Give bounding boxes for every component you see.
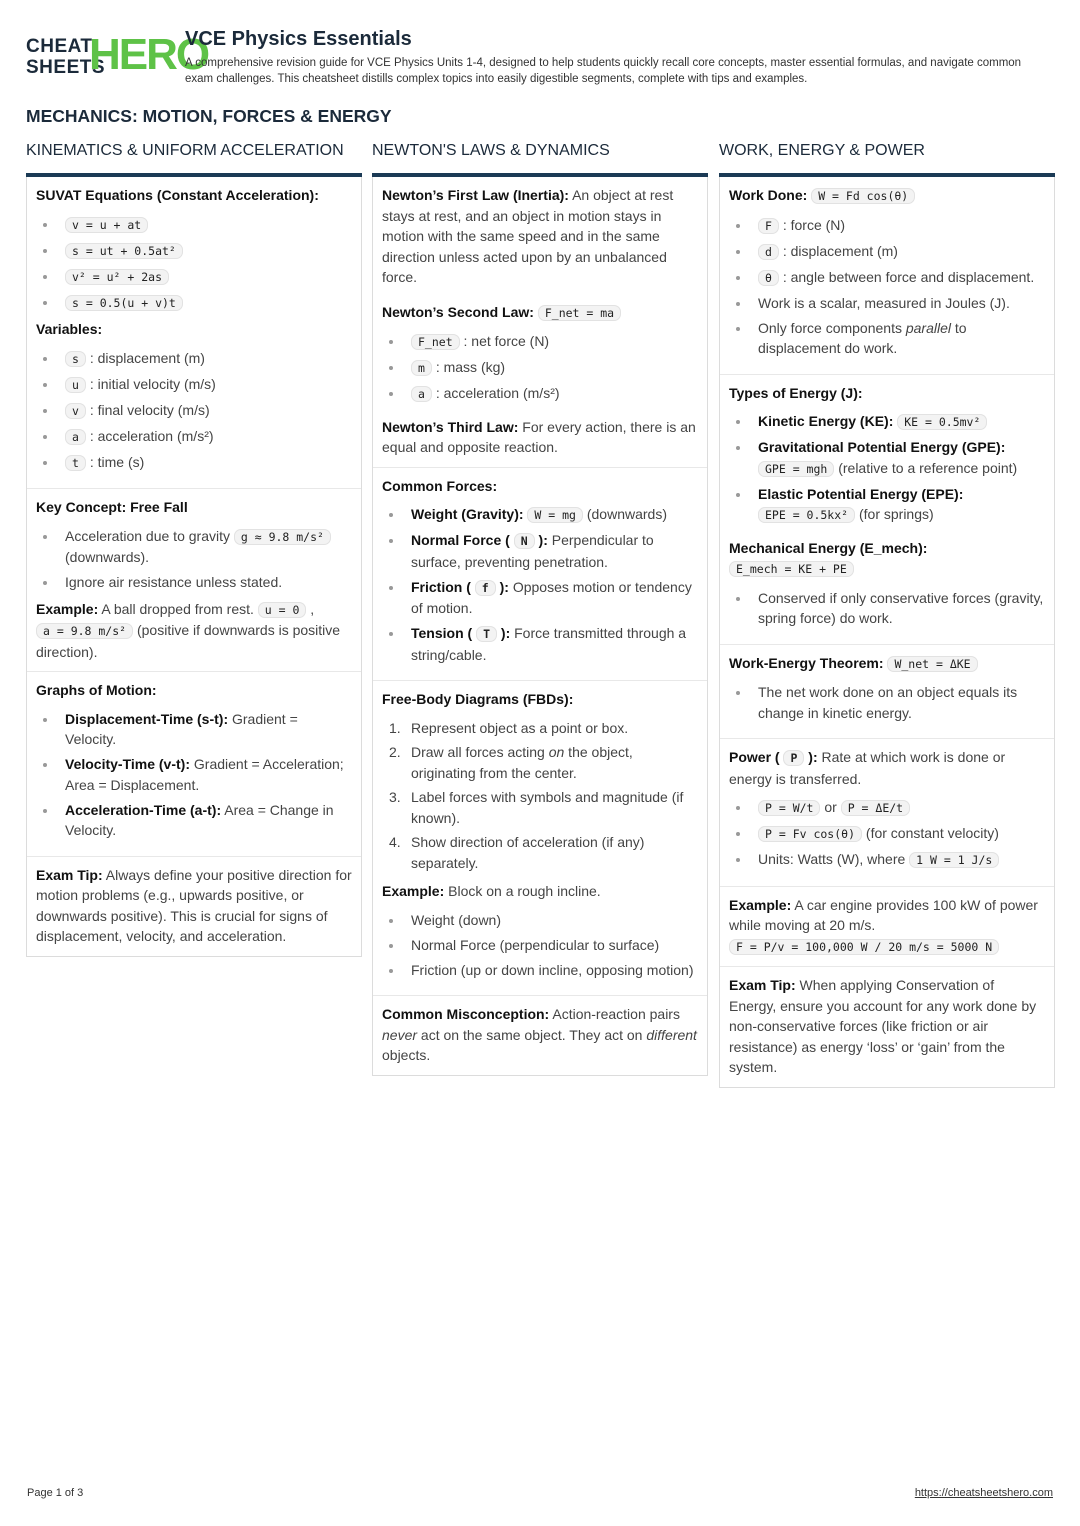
card-text: Work-Energy Theorem: W_net = ΔKE [729, 653, 1045, 675]
list-item: Normal Force ( N ): Perpendicular to surface, preventing penetration. [382, 530, 698, 572]
section-title: MECHANICS: MOTION, FORCES & ENERGY [26, 106, 392, 126]
list-item: Weight (Gravity): W = mg (downwards) [382, 504, 698, 526]
formula-code: F_net = ma [538, 305, 621, 321]
list-item: 1. Represent object as a point or box. [389, 719, 629, 736]
card-text: Example: A ball dropped from rest. u = 0 , a = 9.8 m/s² (positive if downwards is positive direction). [36, 600, 341, 660]
content-card [720, 374, 1054, 644]
list-item: Friction (up or down incline, opposing motion) [382, 960, 698, 981]
list-item: Units: Watts (W), where 1 W = 1 J/s [729, 849, 1045, 871]
card-text: Graphs of Motion: [36, 682, 157, 698]
formula-code: s = ut + 0.5at² [65, 243, 183, 259]
card-text: Example: Block on a rough incline. [382, 883, 601, 899]
content-card [720, 177, 1054, 374]
list-item: Kinetic Energy (KE): KE = 0.5mv² [729, 411, 1045, 433]
card-text: Key Concept: Free Fall [36, 499, 188, 515]
list-item: Normal Force (perpendicular to surface) [382, 935, 698, 956]
content-card [720, 966, 1054, 1087]
formula-code: a [411, 386, 432, 402]
formula-code: KE = 0.5mv² [897, 414, 987, 430]
content-card [27, 177, 361, 488]
formula-code: E_mech = KE + PE [729, 561, 854, 577]
card-text: SUVAT Equations (Constant Acceleration): [36, 187, 319, 203]
formula-code: W = mg [527, 507, 583, 523]
content-card [373, 177, 707, 467]
column-title: WORK, ENERGY & POWER [719, 142, 925, 159]
formula-code: N [514, 533, 535, 549]
list-item: 3. Label forces with symbols and magnitude (if known). [389, 789, 684, 826]
list-item: v : final velocity (m/s) [36, 400, 352, 422]
list-item: a : acceleration (m/s²) [382, 383, 698, 405]
formula-code: v² = u² + 2as [65, 269, 169, 285]
formula-code: θ [758, 270, 779, 286]
list-item: s : displacement (m) [36, 348, 352, 370]
list-item: Tension ( T ): Force transmitted through a string/cable. [382, 623, 698, 665]
formula-code: W = Fd cos(θ) [811, 188, 915, 204]
list-item: u : initial velocity (m/s) [36, 374, 352, 396]
list-item: 2. Draw all forces acting on the object, originating from the center. [389, 744, 633, 781]
formula-code: F [758, 218, 779, 234]
card-text: Exam Tip: Always define your positive direction for motion problems (e.g., upwards positive, or downwards positive). This is crucial for signs of displacement, velocity, and acceleration. [36, 866, 352, 944]
column-cards [719, 177, 1055, 1088]
page-subtitle: A comprehensive revision guide for VCE Physics Units 1-4, designed to help students quickly recall core concepts, master essential formulas, and navigate common exam challenges. This cheatsheet distills complex topics into easily digestible segments, complete with tips and examples. [185, 57, 1022, 85]
formula-code: f [475, 580, 496, 596]
formula-code: v [65, 403, 86, 419]
list-item: Acceleration-Time (a-t): Area = Change in Velocity. [36, 800, 352, 841]
formula-code: P [783, 750, 804, 766]
content-card [27, 488, 361, 671]
formula-code: d [758, 244, 779, 260]
formula-code: W_net = ΔKE [887, 656, 977, 672]
formula-code: v = u + at [65, 217, 148, 233]
content-card [720, 644, 1054, 739]
list-item: F_net : net force (N) [382, 331, 698, 353]
content-card [373, 680, 707, 995]
formula-code: a = 9.8 m/s² [36, 623, 133, 639]
list-item: Work is a scalar, measured in Joules (J). [729, 293, 1045, 314]
formula-code: m [411, 360, 432, 376]
formula-code: F_net [411, 334, 460, 350]
column-title: NEWTON'S LAWS & DYNAMICS [372, 142, 610, 159]
formula-code: s = 0.5(u + v)t [65, 295, 183, 311]
content-card [373, 467, 707, 681]
column-newtons-laws [372, 140, 708, 1076]
list-item: a : acceleration (m/s²) [36, 426, 352, 448]
card-text: Variables: [36, 321, 103, 337]
list-item: The net work done on an object equals its change in kinetic energy. [729, 682, 1045, 723]
formula-code: 1 W = 1 J/s [909, 852, 999, 868]
logo-text-hero: HERO [89, 30, 209, 79]
formula-code: t [65, 455, 86, 471]
list-item: Conserved if only conservative forces (gravity, spring force) do work. [729, 588, 1045, 629]
formula-code: T [476, 626, 497, 642]
formula-code: P = W/t [758, 800, 820, 816]
page-header [26, 28, 1056, 88]
list-item: Friction ( f ): Opposes motion or tendency of motion. [382, 577, 698, 619]
list-item: t : time (s) [36, 452, 352, 474]
list-item: m : mass (kg) [382, 357, 698, 379]
card-text: Common Misconception: Action-reaction pairs never act on the same object. They act on different objects. [382, 1006, 697, 1063]
formula-code: s [65, 351, 86, 367]
column-title: KINEMATICS & UNIFORM ACCELERATION [26, 142, 344, 159]
column-cards [372, 177, 708, 1076]
page-title: VCE Physics Essentials [185, 28, 412, 50]
formula-code: GPE = mgh [758, 461, 834, 477]
card-text: Work Done: W = Fd cos(θ) [729, 185, 1045, 207]
card-text: Example: A car engine provides 100 kW of power while moving at 20 m/s. F = P/v = 100,000 W / 20 m/s = 5000 N [729, 896, 1038, 954]
formula-code: P = ΔE/t [841, 800, 910, 816]
formula-code: EPE = 0.5kx² [758, 507, 855, 523]
list-item [36, 214, 352, 236]
content-card [27, 671, 361, 856]
formula-code: u = 0 [258, 602, 307, 618]
list-item [36, 266, 352, 288]
list-item: Weight (down) [382, 910, 698, 931]
column-work-energy [719, 140, 1055, 1088]
formula-code: F = P/v = 100,000 W / 20 m/s = 5000 N [729, 939, 999, 955]
column-cards [26, 177, 362, 957]
list-item: Velocity-Time (v-t): Gradient = Acceleration; Area = Displacement. [36, 754, 352, 795]
list-item [36, 240, 352, 262]
list-item: d : displacement (m) [729, 241, 1045, 263]
card-text: Exam Tip: When applying Conservation of Energy, ensure you account for any work done by non-conservative forces (like friction or air resistance) as energy ‘loss’ or ‘gain’ from the system. [729, 977, 1037, 1075]
content-card [27, 856, 361, 956]
list-item: P = Fv cos(θ) (for constant velocity) [729, 823, 1045, 845]
content-card [373, 995, 707, 1075]
formula-code: a [65, 429, 86, 445]
card-text: Newton’s Third Law: For every action, there is an equal and opposite reaction. [382, 418, 696, 455]
card-text: Types of Energy (J): [729, 384, 863, 401]
formula-code: g ≈ 9.8 m/s² [234, 529, 331, 545]
list-item: P = W/t or P = ΔE/t [729, 797, 1045, 819]
card-text: Newton’s Second Law: F_net = ma [382, 302, 698, 324]
list-item: F : force (N) [729, 215, 1045, 237]
list-item: Acceleration due to gravity g ≈ 9.8 m/s² (downwards). [36, 526, 352, 568]
site-link[interactable]: https://cheatsheetshero.com [914, 1487, 1053, 1499]
column-kinematics [26, 140, 362, 957]
content-card [720, 738, 1054, 886]
card-text: Common Forces: [382, 477, 498, 494]
list-item: 4. Show direction of acceleration (if any) separately. [389, 834, 645, 871]
cheatsheetshero-logo[interactable] [26, 30, 209, 79]
list-item: Gravitational Potential Energy (GPE): GPE = mgh (relative to a reference point) [729, 437, 1045, 479]
logo-text-cheat-sheets: CHEAT SHEETS [26, 36, 106, 78]
formula-code: u [65, 377, 86, 393]
page-number: Page 1 of 3 [27, 1487, 84, 1499]
list-item: Elastic Potential Energy (EPE): EPE = 0.5kx² (for springs) [729, 484, 1045, 526]
card-text: Free-Body Diagrams (FBDs): [382, 691, 574, 707]
list-item: Ignore air resistance unless stated. [36, 572, 352, 593]
list-item: θ : angle between force and displacement. [729, 267, 1045, 289]
list-item: Displacement-Time (s-t): Gradient = Velocity. [36, 709, 352, 750]
content-card [720, 886, 1054, 967]
card-text: Newton’s First Law (Inertia): An object at rest stays at rest, and an object in motion stays in motion with the same speed and in the same direction unless acted upon by an unbalanced force. [382, 187, 674, 285]
card-text: Power ( P ): Rate at which work is done or energy is transferred. [729, 749, 1006, 787]
list-item: Only force components parallel to displacement do work. [729, 318, 1045, 359]
list-item [36, 292, 352, 314]
formula-code: P = Fv cos(θ) [758, 826, 862, 842]
card-text: Mechanical Energy (E_mech): E_mech = KE + PE [729, 539, 928, 576]
